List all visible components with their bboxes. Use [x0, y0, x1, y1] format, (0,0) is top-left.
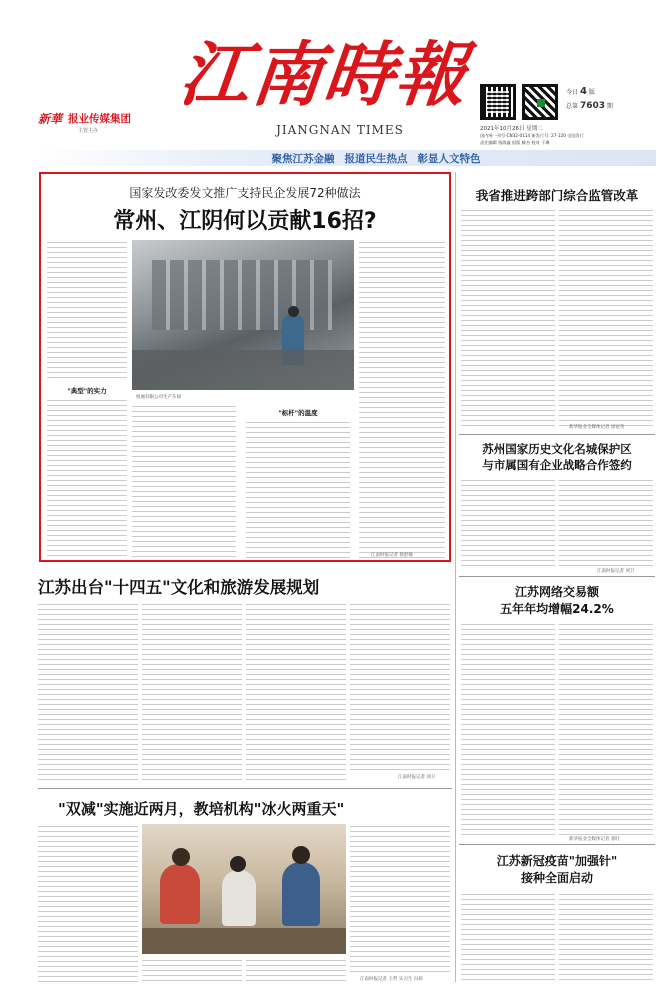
- paper-title: 江南時報: [175, 33, 473, 116]
- lead-text-col: [246, 420, 350, 558]
- bottom-byline: 江南时报记者 王哲 实习生 冯莉: [360, 977, 423, 982]
- article-text: [559, 478, 653, 570]
- lead-kicker: 国家发改委发文推广支持民企发展72种做法: [129, 186, 361, 200]
- lead-headline: 常州、江阴何以贡献16招?: [113, 209, 377, 234]
- lead-byline: 江南时报记者 蔡舒敏: [371, 553, 413, 558]
- article-text: [461, 478, 555, 570]
- article-text: [461, 208, 555, 428]
- masthead: [0, 0, 657, 148]
- article-text: [142, 602, 242, 782]
- bottom-photo: [142, 824, 346, 954]
- group-logo: [38, 108, 150, 138]
- group-sub: 主管主办: [78, 128, 99, 134]
- right-headline-2b: 与市属国有企业战略合作签约: [482, 458, 632, 472]
- qr-code-icon: [522, 84, 558, 120]
- slogan-item: 彰显人文特色: [417, 152, 481, 165]
- slogan-bar: [36, 150, 656, 166]
- article-text: [461, 622, 555, 838]
- article-text: [461, 892, 555, 982]
- mid-headline: 江苏出台"十四五"文化和旅游发展规划: [38, 578, 320, 597]
- article-text: [350, 824, 450, 974]
- group-name: 报业传媒集团: [68, 113, 131, 125]
- lead-story: [39, 172, 451, 562]
- bottom-headline: "双减"实施近两月，教培机构"冰火两重天": [58, 800, 345, 818]
- right-headline-4b: 接种全面启动: [520, 871, 593, 885]
- article-text: [350, 602, 450, 774]
- lead-text-col: [47, 240, 127, 380]
- article-text: [142, 958, 242, 982]
- lead-text-col: [132, 404, 236, 558]
- issue-date: 2021年10月26日 星期二: [480, 126, 543, 132]
- right-byline-2: 江南时报记者 刘卫: [597, 569, 635, 574]
- cn-number: 国内统一刊号-CN32-0114: [480, 133, 531, 138]
- today-label: 今日: [566, 89, 579, 96]
- issue-unit: 期: [606, 103, 613, 110]
- right-headline-3b: 五年年均增幅24.2%: [500, 602, 614, 616]
- bottom-story: [38, 792, 452, 988]
- group-brand: 新華: [38, 112, 63, 126]
- qr-code-icon: [480, 84, 516, 120]
- article-text: [559, 208, 653, 428]
- right-byline-1: 新华报业全媒体记者 徐冠英: [569, 425, 625, 430]
- article-text: [38, 602, 138, 782]
- issue-info: [566, 86, 656, 126]
- right-column: [459, 172, 655, 988]
- lead-text-col: [359, 240, 445, 558]
- paper-title-pinyin: JIANGNAN TIMES: [276, 123, 404, 137]
- mid-story: [38, 566, 452, 786]
- lead-photo: [132, 240, 354, 390]
- right-headline-4a: 江苏新冠疫苗"加强针": [496, 854, 618, 868]
- issue-total: 7603: [579, 101, 605, 111]
- hotline: 新发行号: 27-120 全国发行: [531, 133, 584, 138]
- lead-text-col: [47, 398, 127, 558]
- article-text: [559, 892, 653, 982]
- right-headline-2a: 苏州国家历史文化名城保护区: [482, 442, 632, 456]
- right-byline-3: 新华报业全媒体记者 郭旺: [569, 837, 620, 842]
- today-pages: 4: [579, 86, 587, 97]
- lead-photo-caption: 恒通有限公司生产车间: [136, 395, 181, 400]
- today-unit: 版: [588, 89, 595, 96]
- article-text: [246, 602, 346, 782]
- article-text: [38, 824, 138, 982]
- article-text: [246, 958, 346, 982]
- issue-total-label: 总第: [566, 103, 579, 110]
- lead-subhead: "典型"的实力: [67, 387, 107, 395]
- mid-byline: 江南时报记者 刘卫: [398, 775, 436, 780]
- right-headline-3a: 江苏网络交易额: [514, 585, 599, 599]
- editors: 责任编辑 钱海鑫 组版 滕杰 校对 于琳: [480, 140, 550, 145]
- lead-subhead: "标杆"的温度: [278, 409, 318, 417]
- column-divider: [455, 172, 456, 982]
- slogan-item: 报道民生热点: [344, 152, 408, 165]
- article-text: [559, 622, 653, 838]
- slogan-item: 聚焦江苏金融: [271, 152, 335, 165]
- right-headline-1: 我省推进跨部门综合监管改革: [475, 188, 639, 203]
